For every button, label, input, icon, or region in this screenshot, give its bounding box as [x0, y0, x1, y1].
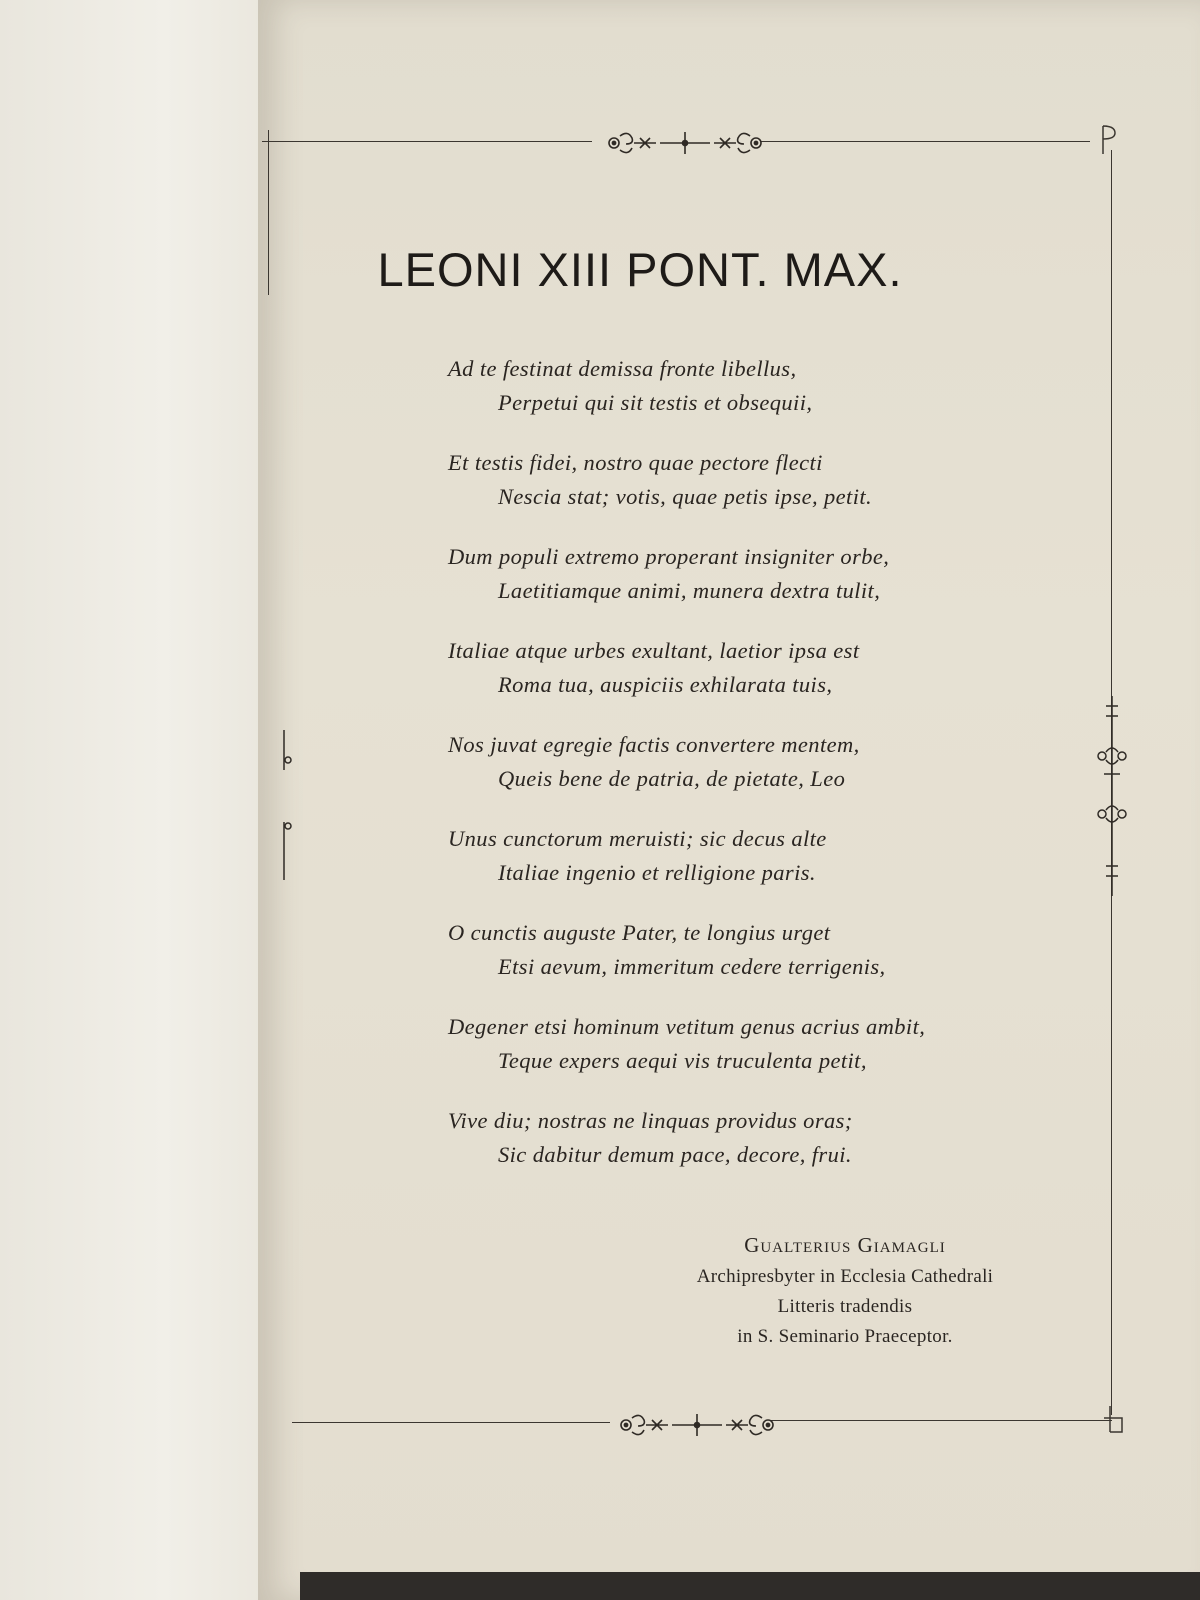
author-institution: in S. Seminario Praeceptor.	[737, 1326, 953, 1347]
stanza	[448, 822, 1068, 890]
verse-line: Vive diu; nostras ne linquas providus oras;	[448, 1108, 853, 1133]
corner-ornament-icon	[1100, 1404, 1130, 1440]
verse-line: Unus cunctorum meruisti; sic decus alte	[448, 826, 827, 851]
verse-line: Roma tua, auspiciis exhilarata tuis,	[498, 672, 833, 697]
signature-block	[610, 1228, 1080, 1352]
verse-line: Nos juvat egregie factis convertere mentem,	[448, 732, 860, 757]
verse-line: Nescia stat; votis, quae petis ipse, petit.	[498, 484, 873, 509]
stanza	[448, 1104, 1068, 1172]
stanza	[448, 916, 1068, 984]
corner-ornament-icon	[1095, 124, 1125, 160]
verse-line: Et testis fidei, nostro quae pectore flecti	[448, 450, 823, 475]
side-fleuron-fragment-icon	[278, 730, 300, 880]
author-name: Gualterius Giamagli	[744, 1233, 946, 1257]
verse-line: Laetitiamque animi, munera dextra tulit,	[498, 578, 881, 603]
bottom-rule-right	[770, 1420, 1112, 1421]
poem	[448, 352, 1068, 1198]
top-fleuron-icon	[600, 124, 770, 162]
stanza	[448, 1010, 1068, 1078]
top-rule-right	[760, 141, 1090, 142]
page-title: LEONI XIII PONT. MAX.	[377, 243, 903, 296]
author-role: Litteris tradendis	[777, 1296, 913, 1317]
stanza	[448, 446, 1068, 514]
verse-line: Perpetui qui sit testis et obsequii,	[498, 390, 813, 415]
verse-line: Etsi aevum, immeritum cedere terrigenis,	[498, 954, 886, 979]
verse-line: Degener etsi hominum vetitum genus acrius ambit,	[448, 1014, 926, 1039]
side-fleuron-icon	[1094, 696, 1130, 896]
verse-line: Italiae ingenio et relligione paris.	[498, 860, 816, 885]
verse-line: Ad te festinat demissa fronte libellus,	[448, 356, 797, 381]
author-title: Archipresbyter in Ecclesia Cathedrali	[696, 1266, 994, 1287]
verse-line: Teque expers aequi vis truculenta petit,	[498, 1048, 867, 1073]
verse-line: Dum populi extremo properant insigniter orbe,	[448, 544, 890, 569]
stanza	[448, 352, 1068, 420]
bottom-fleuron-icon	[612, 1406, 782, 1444]
bottom-rule-left	[292, 1422, 610, 1423]
verse-line: Queis bene de patria, de pietate, Leo	[498, 766, 846, 791]
stanza	[448, 728, 1068, 796]
verse-line: Sic dabitur demum pace, decore, frui.	[498, 1142, 852, 1167]
verse-line: O cunctis auguste Pater, te longius urget	[448, 920, 831, 945]
stanza	[448, 540, 1068, 608]
verse-line: Italiae atque urbes exultant, laetior ipsa est	[448, 638, 860, 663]
facing-page	[0, 0, 300, 1600]
top-rule-left	[262, 141, 592, 142]
stanza	[448, 634, 1068, 702]
page-edge-shadow	[300, 1572, 1200, 1600]
